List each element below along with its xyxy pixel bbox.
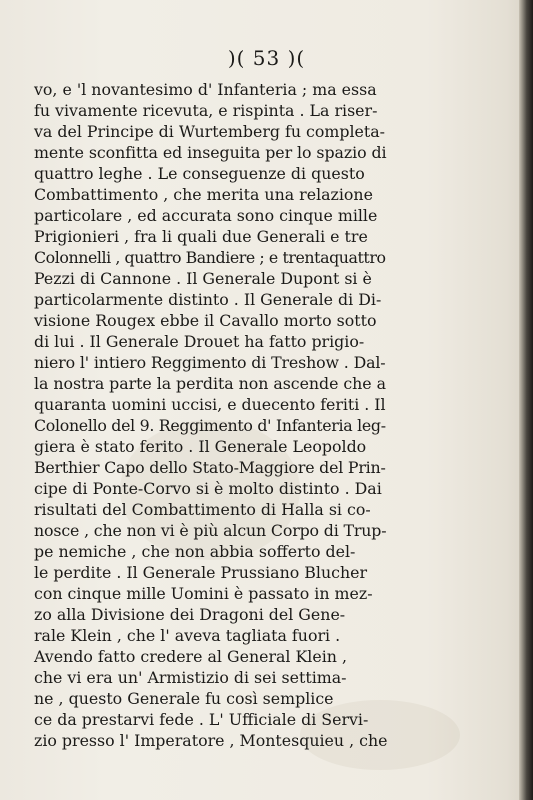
book-binding-edge [519, 0, 533, 800]
text-line: mente sconfitta ed inseguita per lo spazio di [34, 143, 387, 162]
text-line: di lui . Il Generale Drouet ha fatto prigio- [34, 332, 365, 351]
text-line: risultati del Combattimento di Halla si co- [34, 500, 371, 519]
text-line: va del Principe di Wurtemberg fu completa- [34, 122, 386, 141]
body-text [34, 79, 386, 751]
text-line: la nostra parte la perdita non ascende che a [34, 374, 386, 393]
text-line: cipe di Ponte-Corvo si è molto distinto . Dai [34, 479, 382, 498]
text-line: particolarmente distinto . Il Generale di Di- [34, 290, 382, 309]
text-line: vo, e 'l novantesimo d' Infanteria ; ma essa [34, 80, 377, 99]
text-line: Prigionieri , fra li quali due Generali e tre [34, 227, 368, 246]
text-line: fu vivamente ricevuta, e rispinta . La riser- [34, 101, 378, 120]
text-line: pe nemiche , che non abbia sofferto del- [34, 542, 356, 561]
text-line: Pezzi di Cannone . Il Generale Dupont si è [34, 269, 372, 288]
text-line: Combattimento , che merita una relazione [34, 185, 373, 204]
text-line: zio presso l' Imperatore , Montesquieu , che [34, 731, 388, 750]
text-line: quattro leghe . Le conseguenze di questo [34, 164, 365, 183]
text-line: particolare , ed accurata sono cinque mille [34, 206, 378, 225]
text-line: visione Rougex ebbe il Cavallo morto sotto [34, 311, 377, 330]
text-line: che vi era un' Armistizio di sei settima- [34, 668, 347, 687]
text-line: con cinque mille Uomini è passato in mez- [34, 584, 373, 603]
text-line: giera è stato ferito . Il Generale Leopoldo [34, 437, 367, 456]
text-line: le perdite . Il Generale Prussiano Blucher [34, 563, 368, 582]
text-line: Colonnelli , quattro Bandiere ; e trentaquattro [34, 248, 386, 267]
text-line: quaranta uomini uccisi, e duecento feriti . Il [34, 395, 386, 414]
text-line: rale Klein , che l' aveva tagliata fuori . [34, 626, 341, 645]
text-line: niero l' intiero Reggimento di Treshow . Dal- [34, 353, 386, 372]
page-number: )( 53 )( [227, 46, 306, 70]
text-line: zo alla Divisione dei Dragoni del Gene- [34, 605, 346, 624]
text-line: ce da prestarvi fede . L' Ufficiale di Servi- [34, 710, 369, 729]
text-line: Colonello del 9. Reggimento d' Infanteria leg- [34, 416, 386, 435]
text-line: ne , questo Generale fu così semplice [34, 689, 334, 708]
text-line: Berthier Capo dello Stato-Maggiore del Prin- [34, 458, 386, 477]
text-line: nosce , che non vi è più alcun Corpo di Trup- [34, 521, 387, 540]
text-line: Avendo fatto credere al General Klein , [34, 647, 347, 666]
